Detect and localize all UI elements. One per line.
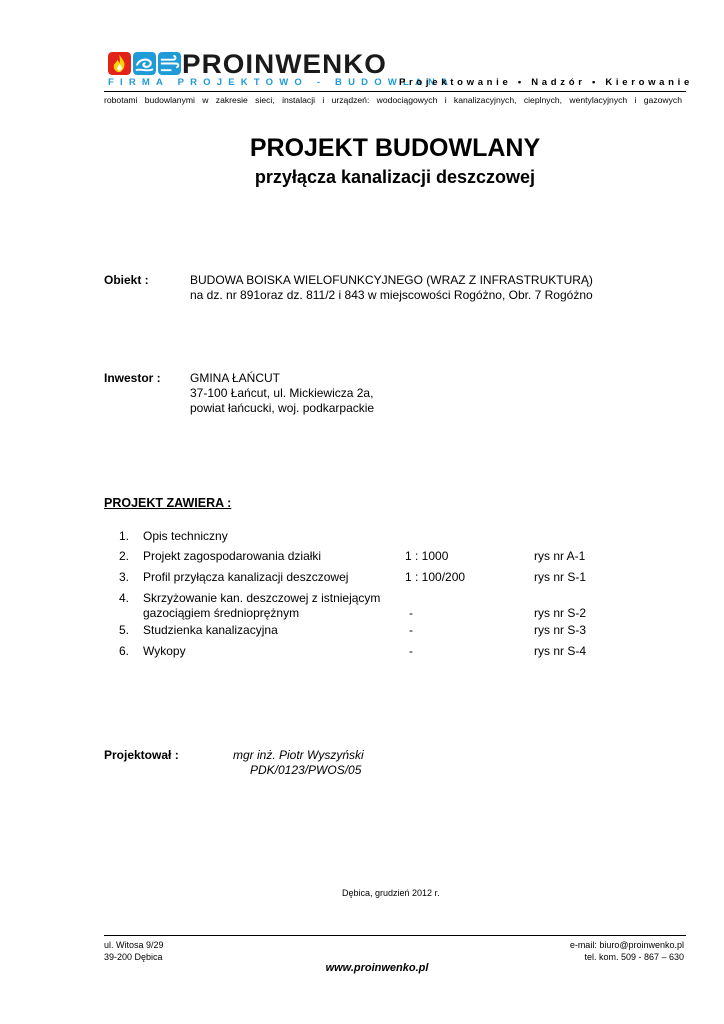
page-title: PROJEKT BUDOWLANY [249,134,541,162]
footer-website-link[interactable]: www.proinwenko.pl [325,962,429,974]
list-item-description: Profil przyłącza kanalizacji deszczowej [143,570,349,584]
object-line-2: na dz. nr 891oraz dz. 811/2 i 843 w miejscowości Rogóżno, Obr. 7 Rogóżno [190,288,593,302]
list-item-description: Skrzyżowanie kan. deszczowej z istniejącym [143,591,381,605]
investor-line-2: 37-100 Łańcut, ul. Mickiewicza 2a, [190,386,374,400]
services-line: Projektowanie • Nadzór • Kierowanie [399,77,693,88]
list-item-scale: 1 : 1000 [405,549,449,563]
list-item-number: 5. [119,623,130,637]
designer-license: PDK/0123/PWOS/05 [250,763,362,777]
list-item-scale: - [409,644,413,658]
wave-swirl-icon [133,52,156,75]
list-item-number: 6. [119,644,130,658]
list-item-number: 1. [119,529,130,543]
header-divider [104,91,686,92]
list-item-drawing: rys nr A-1 [534,549,586,563]
list-item-drawing: rys nr S-4 [534,644,587,658]
contents-heading: PROJEKT ZAWIERA : [104,496,232,510]
designer-label: Projektował : [104,748,179,762]
company-logo-text: PROINWENKO [182,49,387,79]
air-flow-icon [158,52,181,75]
list-item-number: 4. [119,591,130,605]
list-item-description: Studzienka kanalizacyjna [143,623,278,637]
footer-address-2: 39-200 Dębica [104,952,163,962]
list-item-drawing: rys nr S-1 [534,570,587,584]
list-item-description-cont: gazociągiem średnioprężnym [143,606,300,620]
list-item-scale: - [409,606,413,620]
list-item-drawing: rys nr S-2 [534,606,587,620]
logo-icons [108,52,181,76]
list-item-description: Opis techniczny [143,529,228,543]
list-item-number: 2. [119,549,130,563]
list-item-scale: - [409,623,413,637]
footer-phone: tel. kom. 509 - 867 – 630 [584,952,684,962]
designer-name: mgr inż. Piotr Wyszyński [233,748,364,762]
document-date: Dębica, grudzień 2012 r. [342,888,440,898]
header-description: robotami budowlanymi w zakresie sieci, instalacji i urządzeń: wodociągowych i kanalizacyjnych, cieplnych, wentylacyjnych i gazowych [104,95,682,105]
object-label: Obiekt : [104,273,149,287]
investor-line-1: GMINA ŁAŃCUT [190,371,281,385]
list-item-drawing: rys nr S-3 [534,623,587,637]
flame-icon [108,52,131,75]
object-line-1: BUDOWA BOISKA WIELOFUNKCYJNEGO (WRAZ Z INFRASTRUKTURĄ) [190,273,593,287]
investor-line-3: powiat łańcucki, woj. podkarpackie [190,401,375,415]
firm-tagline: FIRMA PROJEKTOWO - BUDOWLANA [108,77,455,88]
list-item-number: 3. [119,570,130,584]
list-item-scale: 1 : 100/200 [405,570,466,584]
footer-address-1: ul. Witosa 9/29 [104,940,164,950]
investor-label: Inwestor : [104,371,161,385]
page-subtitle: przyłącza kanalizacji deszczowej [254,167,536,187]
list-item-description: Projekt zagospodarowania działki [143,549,322,563]
footer-email[interactable]: e-mail: biuro@proinwenko.pl [569,940,684,950]
list-item-description: Wykopy [143,644,186,658]
footer-divider [104,935,686,936]
